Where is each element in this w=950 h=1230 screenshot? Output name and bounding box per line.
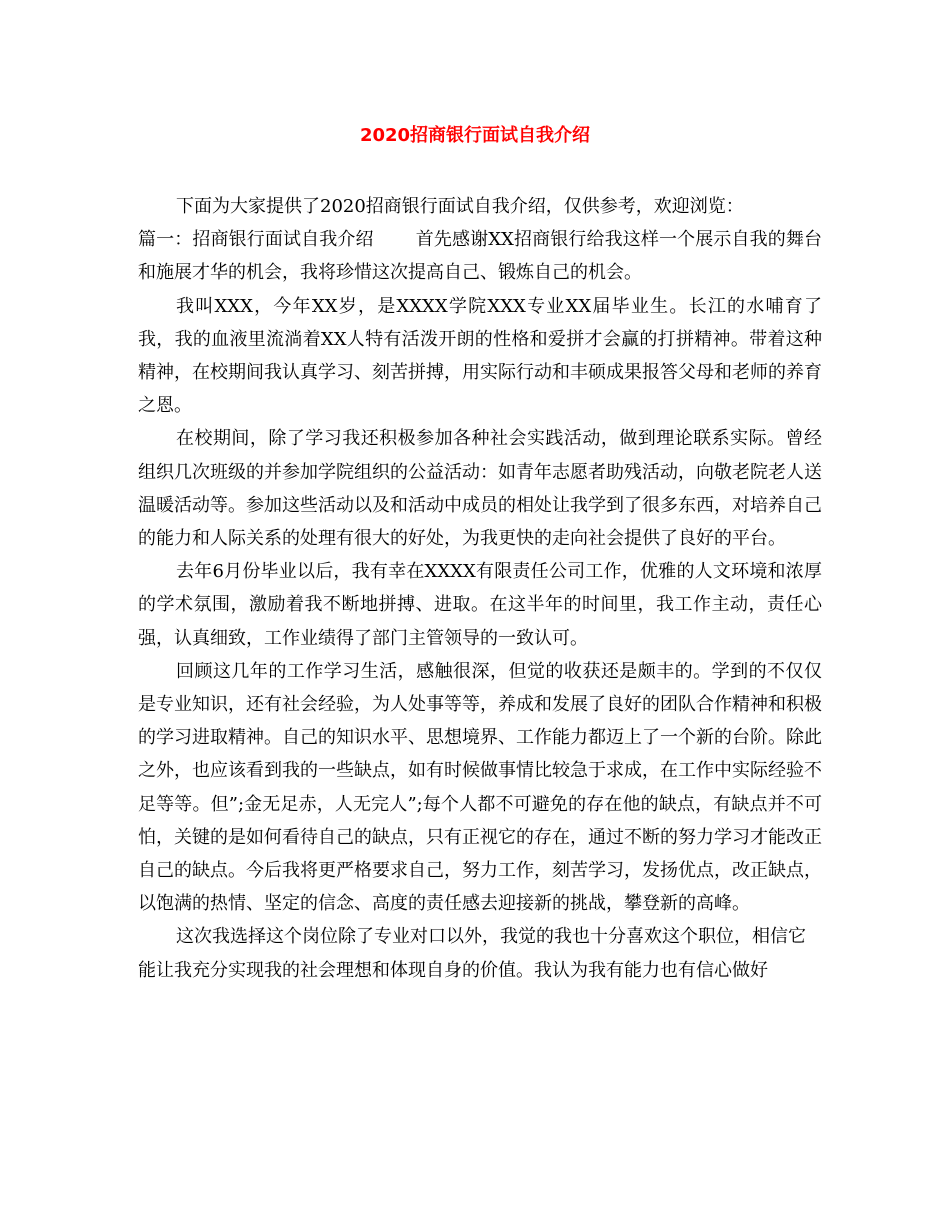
intro-paragraph: 下面为大家提供了2020招商银行面试自我介绍，仅供参考，欢迎浏览： <box>176 196 744 217</box>
section-heading: 篇一：招商银行面试自我介绍 <box>138 229 374 251</box>
section-paragraph <box>138 223 822 289</box>
body-paragraph: 在校期间，除了学习我还积极参加各种社会实践活动，做到理论联系实际。曾经组织几次班级的并参加学院组织的公益活动：如青年志愿者助残活动，向敬老院老人送温暖活动等。参加这些活动以及和活动中成员的相处让我学到了很多东西，对培养自己的能力和人际关系的处理有很大的好处，为我更快的走向社会提供了良好的平台。 <box>138 428 822 550</box>
section-first-text: 首先感谢XX招商银行给我这样一个展示自我的舞台和施展才华的机会，我将珍惜这次提高自己、锻炼自己的机会。 <box>138 229 822 284</box>
body-paragraph: 去年6月份毕业以后，我有幸在XXXX有限责任公司工作，优雅的人文环境和浓厚的学术氛围，激励着我不断地拼搏、进取。在这半年的时间里，我工作主动，责任心强，认真细致，工作业绩得了部门主管领导的一致认可。 <box>138 561 822 649</box>
body-paragraph: 回顾这几年的工作学习生活，感触很深，但觉的收获还是颇丰的。学到的不仅仅是专业知识，还有社会经验，为人处事等等，养成和发展了良好的团队合作精神和积极的学习进取精神。自己的知识水平、思想境界、工作能力都迈上了一个新的台阶。除此之外，也应该看到我的一些缺点，如有时候做事情比较急于求成，在工作中实际经验不足等等。但”;金无足赤，人无完人”;每个人都不可避免的存在他的缺点，有缺点并不可怕，关键的是如何看待自己的缺点，只有正视它的存在，通过不断的努力学习才能改正自己的缺点。今后我将更严格要求自己，努力工作，刻苦学习，发扬优点，改正缺点，以饱满的热情、坚定的信念、高度的责任感去迎接新的挑战，攀登新的高峰。 <box>138 660 822 915</box>
body-paragraph: 我叫XXX，今年XX岁，是XXXX学院XXX专业XX届毕业生。长江的水哺育了我，我的血液里流淌着XX人特有活泼开朗的性格和爱拼才会赢的打拼精神。带着这种精神，在校期间我认真学习、刻苦拼搏，用实际行动和丰硕成果报答父母和老师的养育之恩。 <box>138 295 822 417</box>
document-title: 2020招商银行面试自我介绍 <box>359 125 591 146</box>
document-body <box>138 190 822 987</box>
body-paragraph: 这次我选择这个岗位除了专业对口以外，我觉的我也十分喜欢这个职位，相信它能让我充分实现我的社会理想和体现自身的价值。我认为我有能力也有信心做好 <box>138 926 806 981</box>
